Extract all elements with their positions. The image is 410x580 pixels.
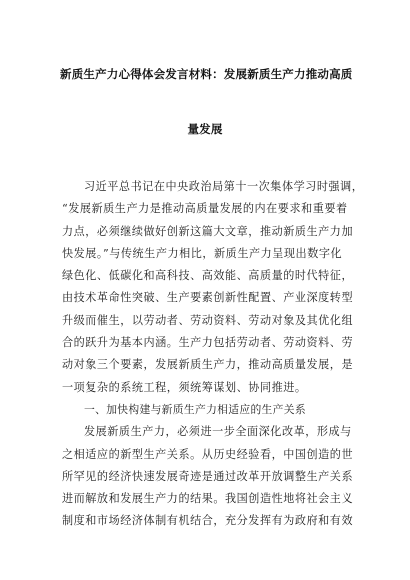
- paragraph-1-line: 绿色化、低碳化和高科技、高效能、高质量的时代特征，: [62, 269, 354, 283]
- paragraph-1-line: 合的跃升为基本内涵。生产力包括劳动者、劳动资料、劳: [62, 336, 354, 350]
- paragraph-2-line: 之相适应的新型生产关系。从历史经验看，中国创造的世: [62, 447, 354, 461]
- paragraph-1-line: 习近平总书记在中央政治局第十一次集体学习时强调，: [84, 180, 364, 193]
- paragraph-2-line: 发展新质生产力，必须进一步全面深化改革，形成与: [84, 425, 352, 439]
- paragraph-1-line: 升级而催生，以劳动者、劳动资料、劳动对象及其优化组: [62, 313, 354, 327]
- paragraph-1-line: “发展新质生产力是推动高质量发展的内在要求和重要着: [62, 202, 348, 216]
- paragraph-1-line: 快发展。”与传统生产力相比，新质生产力呈现出数字化: [62, 246, 343, 260]
- paragraph-2-line: 进而解放和发展生产力的结果。我国创造性地将社会主义: [62, 492, 354, 506]
- document-title-line-1: 新质生产力心得体会发言材料：发展新质生产力推动高质: [60, 67, 353, 81]
- document-title-line-2: 量发展: [187, 122, 223, 136]
- document-body: [62, 176, 364, 533]
- paragraph-1-line: 动对象三个要素，发展新质生产力，推动高质量发展，是: [62, 358, 354, 372]
- paragraph-2-line: 所罕见的经济快速发展奇迹是通过改革开放调整生产关系: [62, 469, 354, 483]
- paragraph-1-line: 力点，必须继续做好创新这篇大文章，推动新质生产力加: [62, 224, 354, 238]
- paragraph-1-line: 一项复杂的系统工程，须统筹谋划、协同推进。: [62, 380, 307, 394]
- paragraph-2-line: 制度和市场经济体制有机结合，充分发挥有为政府和有效: [62, 514, 354, 528]
- paragraph-1-line: 由技术革命性突破、生产要素创新性配置、产业深度转型: [62, 291, 354, 305]
- section-heading: 一、加快构建与新质生产力相适应的生产关系: [84, 402, 306, 416]
